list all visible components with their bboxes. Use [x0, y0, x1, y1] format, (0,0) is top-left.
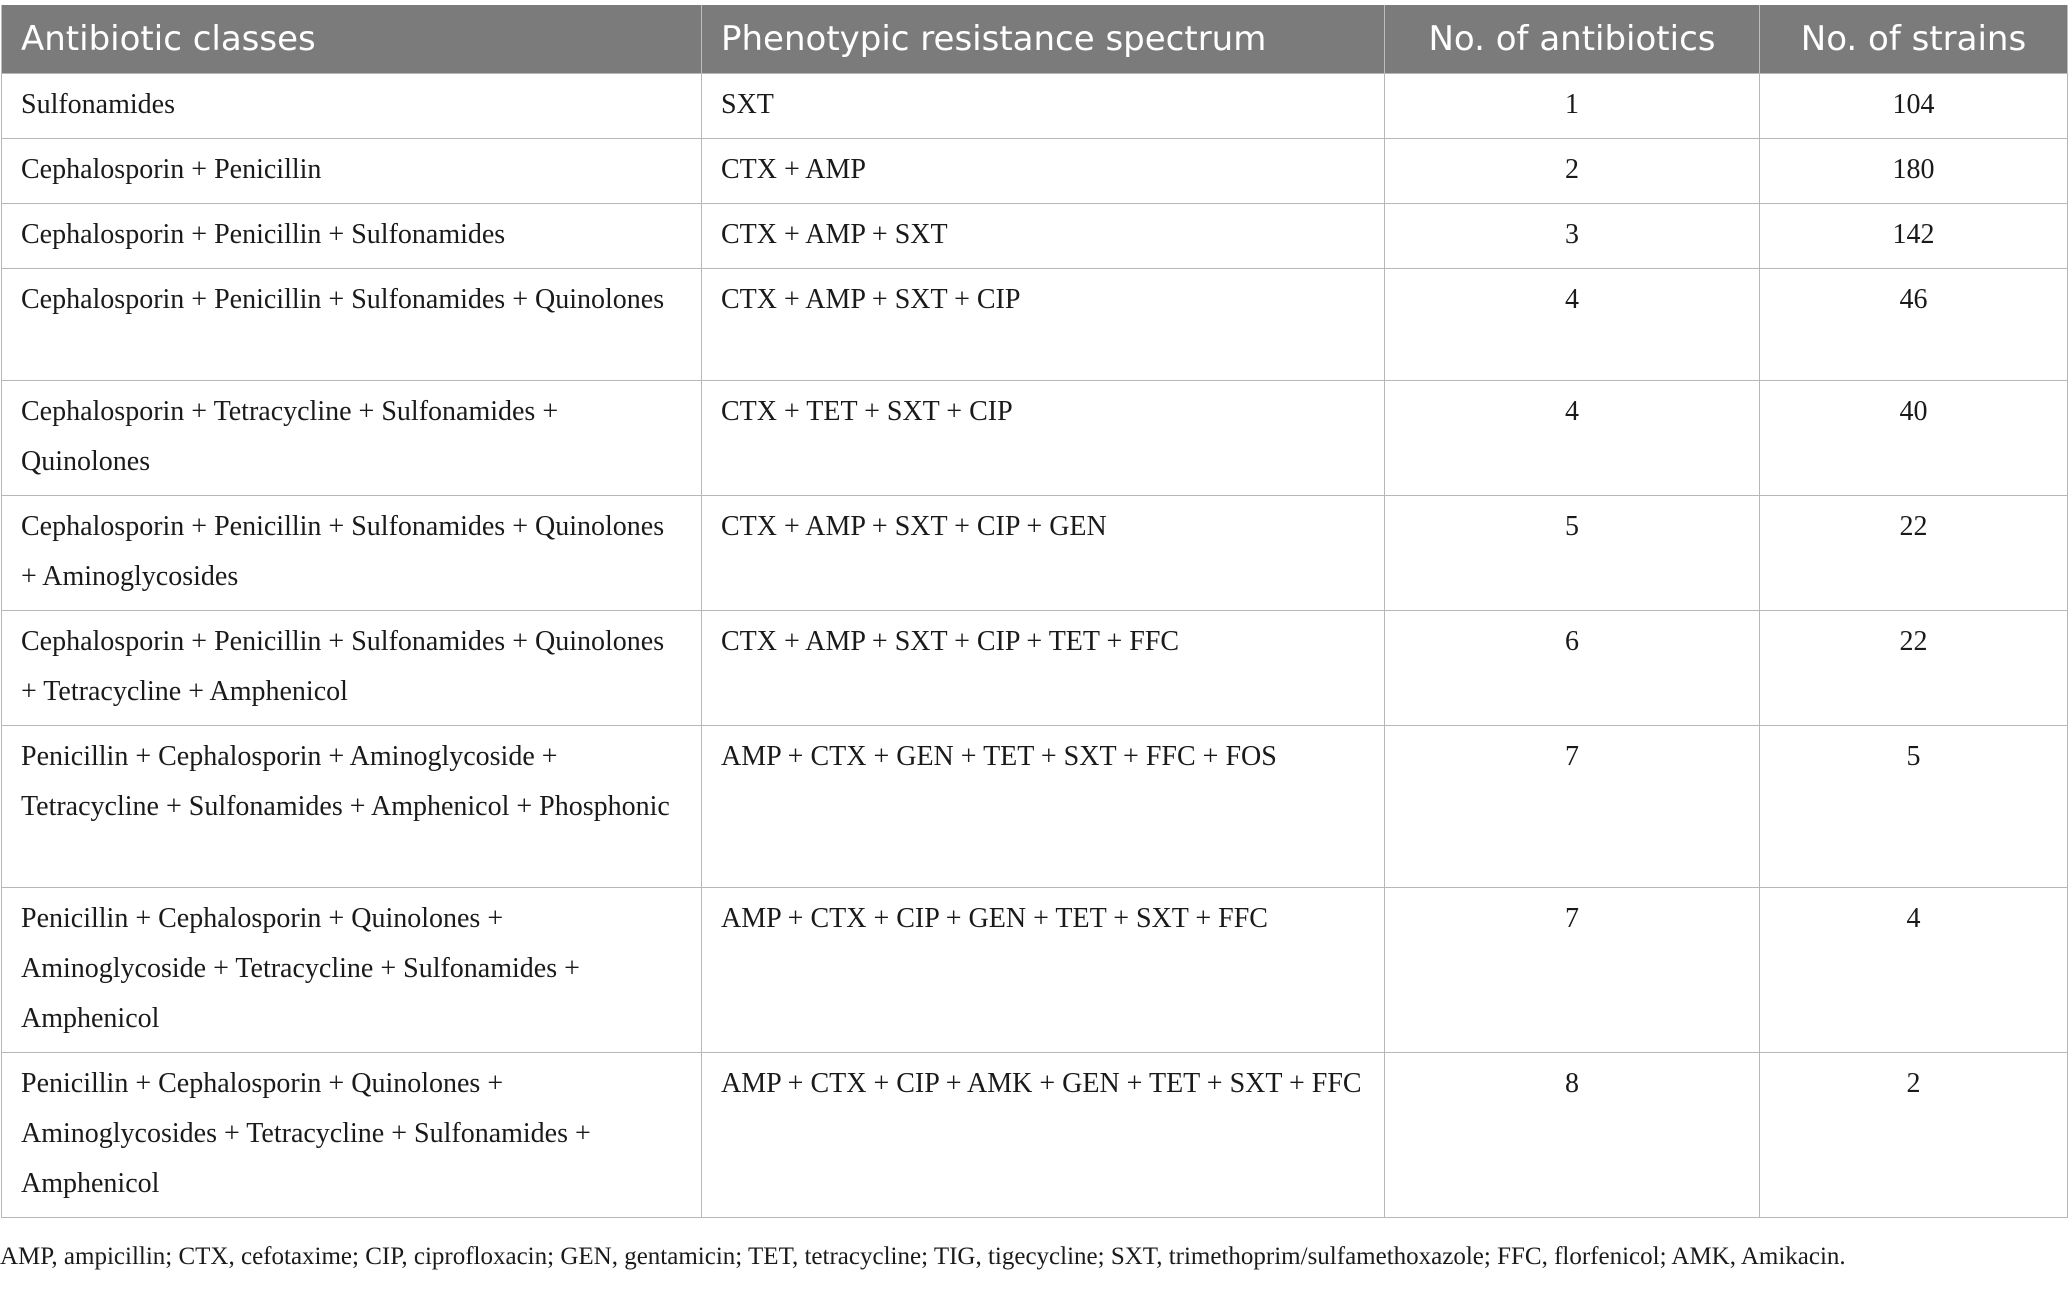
table-body: [2, 74, 2068, 1218]
cell-antibiotic-classes: Cephalosporin + Penicillin + Sulfonamides + Quinolones: [2, 269, 702, 381]
header-row: [2, 5, 2068, 74]
cell-antibiotic-classes: Penicillin + Cephalosporin + Quinolones + Aminoglycoside + Tetracycline + Sulfonamides + Amphenicol: [2, 888, 702, 1053]
cell-antibiotic-classes: Cephalosporin + Penicillin + Sulfonamides + Quinolones + Aminoglycosides: [2, 496, 702, 611]
cell-resistance-spectrum: SXT: [702, 74, 1385, 139]
cell-no-of-antibiotics: 2: [1385, 139, 1760, 204]
table-row: [2, 611, 2068, 726]
cell-no-of-antibiotics: 8: [1385, 1053, 1760, 1218]
table-footnote: AMP, ampicillin; CTX, cefotaxime; CIP, ciprofloxacin; GEN, gentamicin; TET, tetracycline; TIG, tigecycline; SXT, trimethoprim/sulfamethoxazole; FFC, florfenicol; AMK, Amikacin.: [0, 1243, 1846, 1270]
cell-no-of-strains: 2: [1760, 1053, 2068, 1218]
cell-no-of-antibiotics: 7: [1385, 726, 1760, 888]
header-no-of-antibiotics: No. of antibiotics: [1385, 5, 1760, 74]
cell-no-of-antibiotics: 4: [1385, 381, 1760, 496]
cell-no-of-strains: 142: [1760, 204, 2068, 269]
cell-no-of-antibiotics: 3: [1385, 204, 1760, 269]
table-row: [2, 726, 2068, 888]
cell-no-of-antibiotics: 1: [1385, 74, 1760, 139]
table-row: [2, 74, 2068, 139]
cell-no-of-strains: 180: [1760, 139, 2068, 204]
table-row: [2, 269, 2068, 381]
table-header: [2, 5, 2068, 74]
table-row: [2, 496, 2068, 611]
cell-resistance-spectrum: CTX + AMP + SXT: [702, 204, 1385, 269]
cell-no-of-antibiotics: 7: [1385, 888, 1760, 1053]
cell-antibiotic-classes: Penicillin + Cephalosporin + Quinolones + Aminoglycosides + Tetracycline + Sulfonamides + Amphenicol: [2, 1053, 702, 1218]
cell-no-of-strains: 4: [1760, 888, 2068, 1053]
cell-resistance-spectrum: CTX + TET + SXT + CIP: [702, 381, 1385, 496]
cell-antibiotic-classes: Cephalosporin + Penicillin: [2, 139, 702, 204]
cell-no-of-antibiotics: 5: [1385, 496, 1760, 611]
cell-antibiotic-classes: Sulfonamides: [2, 74, 702, 139]
cell-resistance-spectrum: AMP + CTX + CIP + GEN + TET + SXT + FFC: [702, 888, 1385, 1053]
table-row: [2, 888, 2068, 1053]
cell-no-of-antibiotics: 6: [1385, 611, 1760, 726]
cell-antibiotic-classes: Penicillin + Cephalosporin + Aminoglycoside + Tetracycline + Sulfonamides + Amphenicol + Phosphonic: [2, 726, 702, 888]
resistance-table: [1, 5, 2068, 1218]
header-phenotypic-resistance-spectrum: Phenotypic resistance spectrum: [702, 5, 1385, 74]
cell-no-of-strains: 104: [1760, 74, 2068, 139]
cell-no-of-strains: 46: [1760, 269, 2068, 381]
cell-no-of-strains: 22: [1760, 611, 2068, 726]
cell-no-of-strains: 40: [1760, 381, 2068, 496]
cell-resistance-spectrum: CTX + AMP + SXT + CIP: [702, 269, 1385, 381]
cell-resistance-spectrum: CTX + AMP + SXT + CIP + TET + FFC: [702, 611, 1385, 726]
cell-antibiotic-classes: Cephalosporin + Tetracycline + Sulfonamides + Quinolones: [2, 381, 702, 496]
header-antibiotic-classes: Antibiotic classes: [2, 5, 702, 74]
cell-resistance-spectrum: CTX + AMP + SXT + CIP + GEN: [702, 496, 1385, 611]
resistance-table-container: [1, 5, 2067, 1218]
header-no-of-strains: No. of strains: [1760, 5, 2068, 74]
table-row: [2, 1053, 2068, 1218]
cell-antibiotic-classes: Cephalosporin + Penicillin + Sulfonamides + Quinolones + Tetracycline + Amphenicol: [2, 611, 702, 726]
cell-resistance-spectrum: CTX + AMP: [702, 139, 1385, 204]
table-row: [2, 381, 2068, 496]
cell-no-of-strains: 22: [1760, 496, 2068, 611]
cell-resistance-spectrum: AMP + CTX + GEN + TET + SXT + FFC + FOS: [702, 726, 1385, 888]
table-row: [2, 204, 2068, 269]
cell-no-of-antibiotics: 4: [1385, 269, 1760, 381]
cell-resistance-spectrum: AMP + CTX + CIP + AMK + GEN + TET + SXT + FFC: [702, 1053, 1385, 1218]
cell-antibiotic-classes: Cephalosporin + Penicillin + Sulfonamides: [2, 204, 702, 269]
table-row: [2, 139, 2068, 204]
cell-no-of-strains: 5: [1760, 726, 2068, 888]
